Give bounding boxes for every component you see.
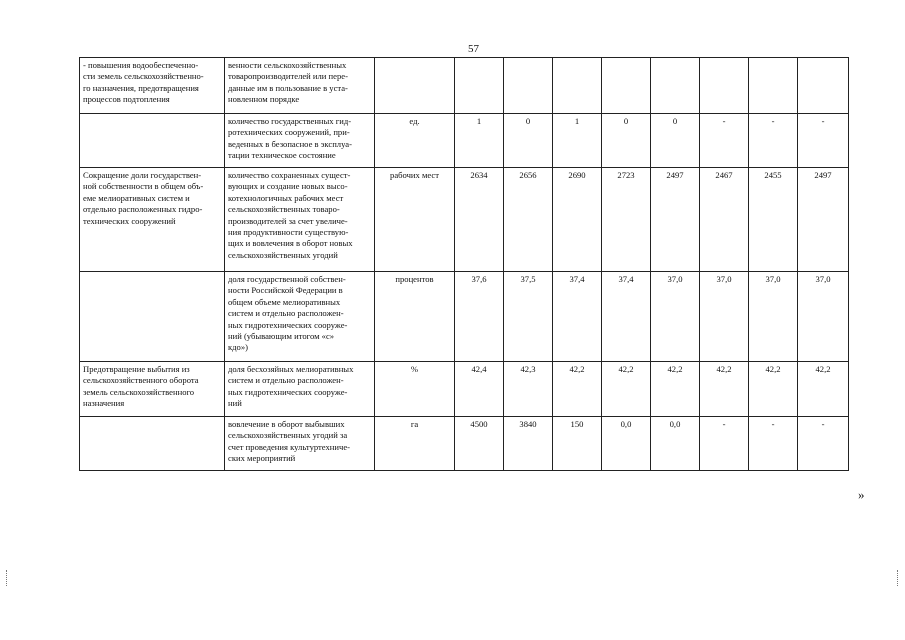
goal-cell — [80, 272, 225, 362]
value-cell: 37,4 — [553, 272, 602, 362]
value-cell: 1 — [455, 114, 504, 168]
indicators-table — [79, 57, 849, 471]
value-cell — [651, 58, 700, 114]
value-cell: 42,2 — [602, 362, 651, 417]
goal-cell — [80, 114, 225, 168]
value-cell: 4500 — [455, 417, 504, 471]
value-cell: - — [749, 114, 798, 168]
value-cell: 37,5 — [504, 272, 553, 362]
value-cell: 37,0 — [700, 272, 749, 362]
value-cell: 2690 — [553, 168, 602, 272]
value-cell: - — [700, 114, 749, 168]
indicator-cell: доля государственной собствен- ности Российской Федерации в общем объеме мелиоративных систем и отдельно расположен- ных гидротехнических сооруже- ний (убывающим итогом «с» кдо») — [225, 272, 375, 362]
value-cell — [798, 58, 849, 114]
value-cell — [553, 58, 602, 114]
value-cell: 37,6 — [455, 272, 504, 362]
goal-cell: Сокращение доли государствен- ной собственности в общем объ- еме мелиоративных систем и отдельно расположенных гидро- технических сооружений — [80, 168, 225, 272]
indicator-cell: венности сельскохозяйственных товаропроизводителей или пере- данные им в пользование в уста- новленном порядке — [225, 58, 375, 114]
value-cell — [700, 58, 749, 114]
unit-cell: ед. — [375, 114, 455, 168]
unit-cell: % — [375, 362, 455, 417]
left-margin-mark — [6, 570, 9, 586]
value-cell: - — [700, 417, 749, 471]
value-cell: 0,0 — [602, 417, 651, 471]
indicator-cell: количество государственных гид- ротехнических сооружений, при- веденных в безопасное в эксплуа- тации техническое состояние — [225, 114, 375, 168]
value-cell: 37,0 — [749, 272, 798, 362]
value-cell: 1 — [553, 114, 602, 168]
value-cell: 42,4 — [455, 362, 504, 417]
value-cell: 2723 — [602, 168, 651, 272]
value-cell: 37,0 — [798, 272, 849, 362]
value-cell — [504, 58, 553, 114]
value-cell: 2455 — [749, 168, 798, 272]
value-cell: 3840 — [504, 417, 553, 471]
value-cell: 42,3 — [504, 362, 553, 417]
value-cell: 2497 — [798, 168, 849, 272]
value-cell: 42,2 — [651, 362, 700, 417]
indicator-cell: вовлечение в оборот выбывших сельскохозяйственных угодий за счет проведения культуртехниче- ских мероприятий — [225, 417, 375, 471]
goal-cell: Предотвращение выбытия из сельскохозяйственного оборота земель сельскохозяйственного назначения — [80, 362, 225, 417]
value-cell: 2497 — [651, 168, 700, 272]
value-cell: 42,2 — [553, 362, 602, 417]
value-cell: 0 — [602, 114, 651, 168]
table-row — [80, 58, 849, 114]
value-cell: 150 — [553, 417, 602, 471]
value-cell: 2467 — [700, 168, 749, 272]
value-cell — [749, 58, 798, 114]
value-cell: - — [798, 417, 849, 471]
value-cell: 0 — [504, 114, 553, 168]
page-number: 57 — [468, 43, 479, 55]
table-row — [80, 272, 849, 362]
value-cell: 37,0 — [651, 272, 700, 362]
value-cell: - — [798, 114, 849, 168]
closing-quote: » — [858, 487, 865, 502]
value-cell — [602, 58, 651, 114]
unit-cell: рабочих мест — [375, 168, 455, 272]
value-cell: 0,0 — [651, 417, 700, 471]
table-row — [80, 114, 849, 168]
table-row — [80, 362, 849, 417]
value-cell: 42,2 — [798, 362, 849, 417]
value-cell: 37,4 — [602, 272, 651, 362]
indicator-cell: доля бесхозяйных мелиоративных систем и отдельно расположен- ных гидротехнических сооруже- ний — [225, 362, 375, 417]
value-cell: 0 — [651, 114, 700, 168]
value-cell: 42,2 — [749, 362, 798, 417]
unit-cell: га — [375, 417, 455, 471]
right-margin-mark — [897, 570, 900, 586]
value-cell: - — [749, 417, 798, 471]
goal-cell: - повышения водообеспеченно- сти земель сельскохозяйственно- го назначения, предотвращения процессов подтопления — [80, 58, 225, 114]
table-row — [80, 417, 849, 471]
value-cell — [455, 58, 504, 114]
unit-cell — [375, 58, 455, 114]
unit-cell: процентов — [375, 272, 455, 362]
indicator-cell: количество сохраненных сущест- вующих и создание новых высо- котехнологичных рабочих мест сельскохозяйственных товаро- производителей за счет увеличе- ния продуктивности существую- щих и вовлечения в оборот новых сельскохозяйственных угодий — [225, 168, 375, 272]
value-cell: 42,2 — [700, 362, 749, 417]
goal-cell — [80, 417, 225, 471]
value-cell: 2656 — [504, 168, 553, 272]
value-cell: 2634 — [455, 168, 504, 272]
table-row — [80, 168, 849, 272]
